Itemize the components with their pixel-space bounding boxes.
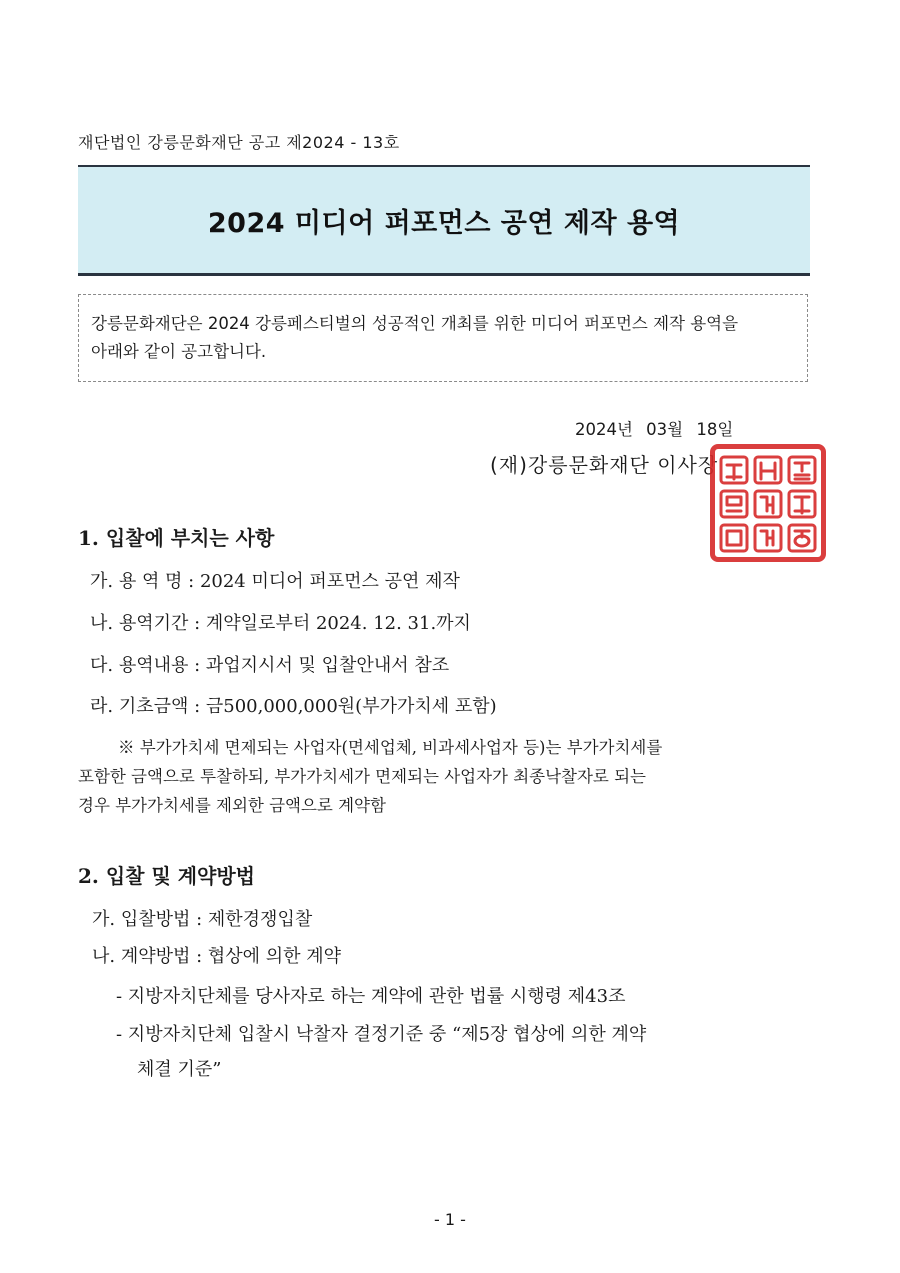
issuer: (재)강릉문화재단 이사장 — [490, 453, 719, 477]
section-2-item: 나. 계약방법 : 협상에 의한 계약 — [92, 946, 342, 967]
note-line: 포함한 금액으로 투찰하되, 부가가치세가 면제되는 사업자가 최종낙찰자로 되는 — [78, 767, 646, 786]
section-2-subitem-continuation: 체결 기준” — [137, 1059, 222, 1080]
intro-line: 아래와 같이 공고합니다. — [91, 342, 267, 361]
section-1-item: 가. 용 역 명 : 2024 미디어 퍼포먼스 공연 제작 — [90, 571, 460, 592]
section-2-subitem: - 지방자치단체 입찰시 낙찰자 결정기준 중 “제5장 협상에 의한 계약 — [116, 1024, 647, 1045]
vat-note — [78, 733, 810, 820]
announcement-date: 2024년 03월 18일 — [575, 420, 734, 439]
section-2-item: 가. 입찰방법 : 제한경쟁입찰 — [92, 909, 313, 930]
note-line: 경우 부가가치세를 제외한 금액으로 계약함 — [78, 796, 386, 815]
title-banner — [78, 165, 810, 276]
seal-glyphs — [715, 449, 821, 557]
section-1-heading: 1. 입찰에 부치는 사항 — [78, 526, 275, 550]
notice-number: 재단법인 강릉문화재단 공고 제2024 - 13호 — [78, 133, 400, 152]
intro-box — [78, 294, 808, 382]
section-2-subitem: - 지방자치단체를 당사자로 하는 계약에 관한 법률 시행령 제43조 — [116, 986, 626, 1007]
section-2-heading: 2. 입찰 및 계약방법 — [78, 864, 256, 888]
document-title: 2024 미디어 퍼포먼스 공연 제작 용역 — [207, 207, 681, 239]
intro-line: 강릉문화재단은 2024 강릉페스티벌의 성공적인 개최를 위한 미디어 퍼포먼스 제작 용역을 — [91, 314, 739, 333]
page-number: - 1 - — [434, 1210, 466, 1229]
section-1-item: 다. 용역내용 : 과업지시서 및 입찰안내서 참조 — [90, 655, 450, 676]
section-1-item: 나. 용역기간 : 계약일로부터 2024. 12. 31.까지 — [90, 613, 471, 634]
section-1-item: 라. 기초금액 : 금500,000,000원(부가가치세 포함) — [90, 696, 497, 717]
note-line: ※ 부가가치세 면제되는 사업자(면세업체, 비과세사업자 등)는 부가가치세를 — [118, 738, 663, 757]
official-seal-icon — [710, 444, 826, 562]
